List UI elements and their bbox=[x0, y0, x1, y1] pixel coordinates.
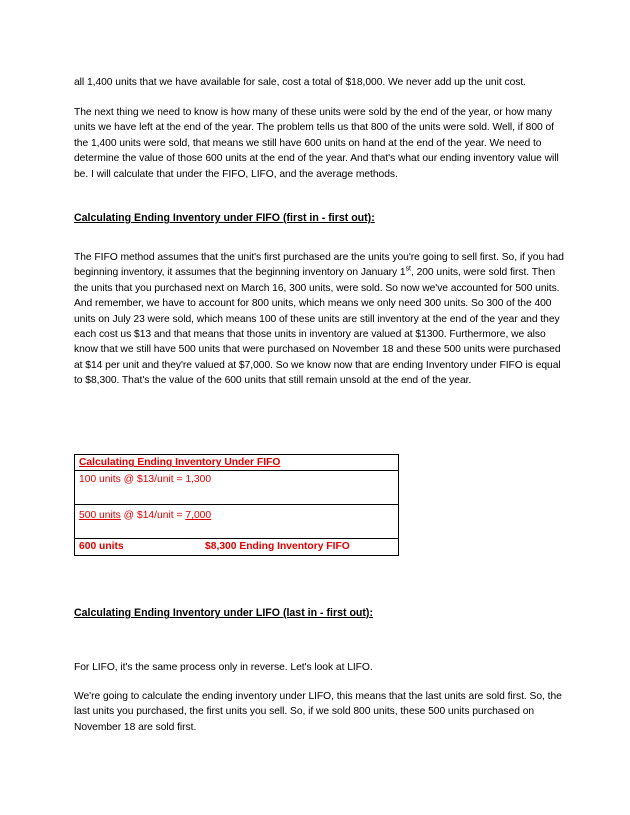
fifo-total-value: $8,300 Ending Inventory FIFO bbox=[205, 541, 350, 552]
fifo-table-row-1: 100 units @ $13/unit = 1,300 bbox=[75, 471, 398, 505]
fifo-table-title: Calculating Ending Inventory Under FIFO bbox=[75, 455, 398, 471]
intro-line: all 1,400 units that we have available for sale, cost a total of $18,000. We never add up the unit cost. bbox=[74, 77, 526, 88]
lifo-paragraph-2: We're going to calculate the ending inventory under LIFO, this means that the last units are sold first. So, the last units you purchased, the first units you sell. So, if we sold 800 units, these 500 units purchased on November 18 are sold first. bbox=[74, 691, 562, 733]
intro-paragraph: The next thing we need to know is how many of these units were sold by the end of the year, or how many units we have left at the end of the year. The problem tells us that 800 of the units were sold. Well, if 800 of the 1,400 units were sold, that means we still have 600 units on hand at the end of the year. We need to determine the value of those 600 units at the end of the year. And that's what our ending inventory value will be. I will calculate that under the FIFO, LIFO, and the average methods. bbox=[74, 107, 559, 180]
lifo-paragraph-1: For LIFO, it's the same process only in reverse. Let's look at LIFO. bbox=[74, 662, 373, 673]
fifo-row2-mid: @ $14/unit = bbox=[120, 510, 186, 521]
fifo-paragraph-sup: st bbox=[405, 265, 411, 273]
fifo-heading: Calculating Ending Inventory under FIFO (first in - first out): bbox=[74, 212, 375, 224]
fifo-summary-table bbox=[74, 454, 399, 556]
lifo-heading: Calculating Ending Inventory under LIFO (last in - first out): bbox=[74, 607, 373, 619]
fifo-paragraph-b: , 200 units, were sold first. Then the units that you purchased next on March 16, 300 units, were sold. So now we've accounted for 500 units. And remember, we have to account for 800 units, which means we only need 300 units. So 300 of the 400 units on July 23 were sold, which means 100 of these units are still inventory at the end of the year and they each cost us $13 and that means that those units in inventory are valued at $1300. Furthermore, we also know that we still have 500 units that were purchased on November 18 and these 500 units were purchased at $14 per unit and they're valued at $7,000. So we know now that are ending Inventory under FIFO is equal to $8,300. That's the value of the 600 units that still remain unsold at the end of the year. bbox=[74, 267, 561, 387]
fifo-total-units: 600 units bbox=[79, 541, 124, 552]
fifo-table-total-row bbox=[75, 539, 398, 555]
fifo-paragraph bbox=[74, 250, 564, 389]
fifo-paragraph-a: The FIFO method assumes that the unit's first purchased are the units you're going to sell first. So, if you had beginning inventory, it assumes that the beginning inventory on January 1 bbox=[74, 252, 564, 279]
fifo-row2-value: 7,000 bbox=[185, 510, 212, 521]
fifo-row2-units: 500 units bbox=[79, 510, 121, 521]
fifo-table-row-2 bbox=[75, 505, 398, 539]
